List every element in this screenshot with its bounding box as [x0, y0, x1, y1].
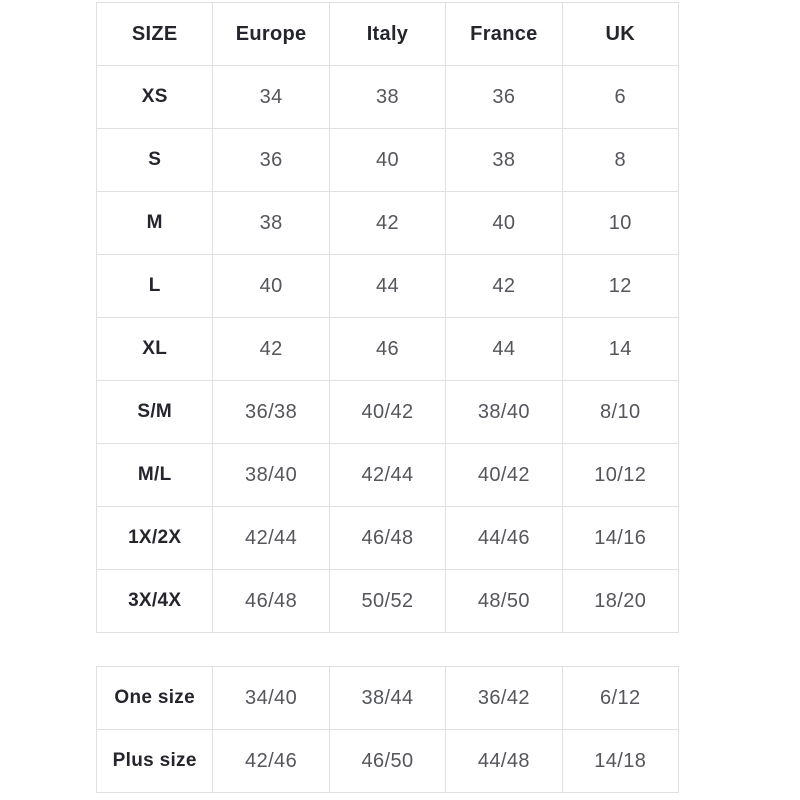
size-value-cell: 42: [213, 318, 329, 381]
size-value-cell: 40: [446, 192, 562, 255]
size-value-cell: 6: [562, 66, 678, 129]
size-label-cell: One size: [97, 667, 213, 730]
size-conversion-table-header: [97, 3, 679, 66]
table-row: [97, 507, 679, 570]
special-sizes-table: [96, 666, 679, 793]
size-value-cell: 6/12: [562, 667, 678, 730]
size-value-cell: 36: [213, 129, 329, 192]
size-value-cell: 38/44: [329, 667, 445, 730]
size-value-cell: 12: [562, 255, 678, 318]
size-label-cell: M/L: [97, 444, 213, 507]
size-label-cell: M: [97, 192, 213, 255]
size-label-cell: 1X/2X: [97, 507, 213, 570]
size-conversion-table-container: [96, 2, 679, 633]
size-value-cell: 38/40: [446, 381, 562, 444]
size-value-cell: 42/44: [329, 444, 445, 507]
size-value-cell: 42/44: [213, 507, 329, 570]
column-header: Italy: [329, 3, 445, 66]
header-row: [97, 3, 679, 66]
size-value-cell: 38: [213, 192, 329, 255]
size-value-cell: 42: [329, 192, 445, 255]
size-value-cell: 36/38: [213, 381, 329, 444]
size-value-cell: 10/12: [562, 444, 678, 507]
size-value-cell: 44: [446, 318, 562, 381]
size-value-cell: 38/40: [213, 444, 329, 507]
size-value-cell: 50/52: [329, 570, 445, 633]
size-value-cell: 38: [446, 129, 562, 192]
size-value-cell: 40/42: [446, 444, 562, 507]
size-value-cell: 46: [329, 318, 445, 381]
table-row: [97, 255, 679, 318]
size-value-cell: 38: [329, 66, 445, 129]
size-label-cell: Plus size: [97, 730, 213, 793]
size-conversion-table-body: [97, 66, 679, 633]
size-value-cell: 40: [329, 129, 445, 192]
table-row: [97, 667, 679, 730]
column-header: France: [446, 3, 562, 66]
size-label-cell: S: [97, 129, 213, 192]
size-label-cell: XS: [97, 66, 213, 129]
size-value-cell: 18/20: [562, 570, 678, 633]
size-value-cell: 42/46: [213, 730, 329, 793]
size-label-cell: XL: [97, 318, 213, 381]
table-row: [97, 129, 679, 192]
table-row: [97, 318, 679, 381]
special-sizes-table-body: [97, 667, 679, 793]
special-sizes-table-container: [96, 666, 679, 793]
column-header: Europe: [213, 3, 329, 66]
size-label-cell: S/M: [97, 381, 213, 444]
size-value-cell: 36: [446, 66, 562, 129]
size-value-cell: 46/50: [329, 730, 445, 793]
table-row: [97, 570, 679, 633]
size-value-cell: 34/40: [213, 667, 329, 730]
size-value-cell: 34: [213, 66, 329, 129]
column-header: SIZE: [97, 3, 213, 66]
table-row: [97, 192, 679, 255]
size-value-cell: 42: [446, 255, 562, 318]
size-value-cell: 46/48: [213, 570, 329, 633]
size-value-cell: 44: [329, 255, 445, 318]
size-value-cell: 14: [562, 318, 678, 381]
size-value-cell: 8/10: [562, 381, 678, 444]
size-value-cell: 10: [562, 192, 678, 255]
table-row: [97, 381, 679, 444]
size-value-cell: 48/50: [446, 570, 562, 633]
size-value-cell: 40: [213, 255, 329, 318]
size-value-cell: 44/46: [446, 507, 562, 570]
size-value-cell: 14/16: [562, 507, 678, 570]
table-row: [97, 444, 679, 507]
size-value-cell: 40/42: [329, 381, 445, 444]
size-label-cell: L: [97, 255, 213, 318]
size-value-cell: 36/42: [446, 667, 562, 730]
size-value-cell: 46/48: [329, 507, 445, 570]
table-row: [97, 730, 679, 793]
table-row: [97, 66, 679, 129]
size-value-cell: 44/48: [446, 730, 562, 793]
size-value-cell: 14/18: [562, 730, 678, 793]
size-label-cell: 3X/4X: [97, 570, 213, 633]
size-conversion-table: [96, 2, 679, 633]
column-header: UK: [562, 3, 678, 66]
size-value-cell: 8: [562, 129, 678, 192]
